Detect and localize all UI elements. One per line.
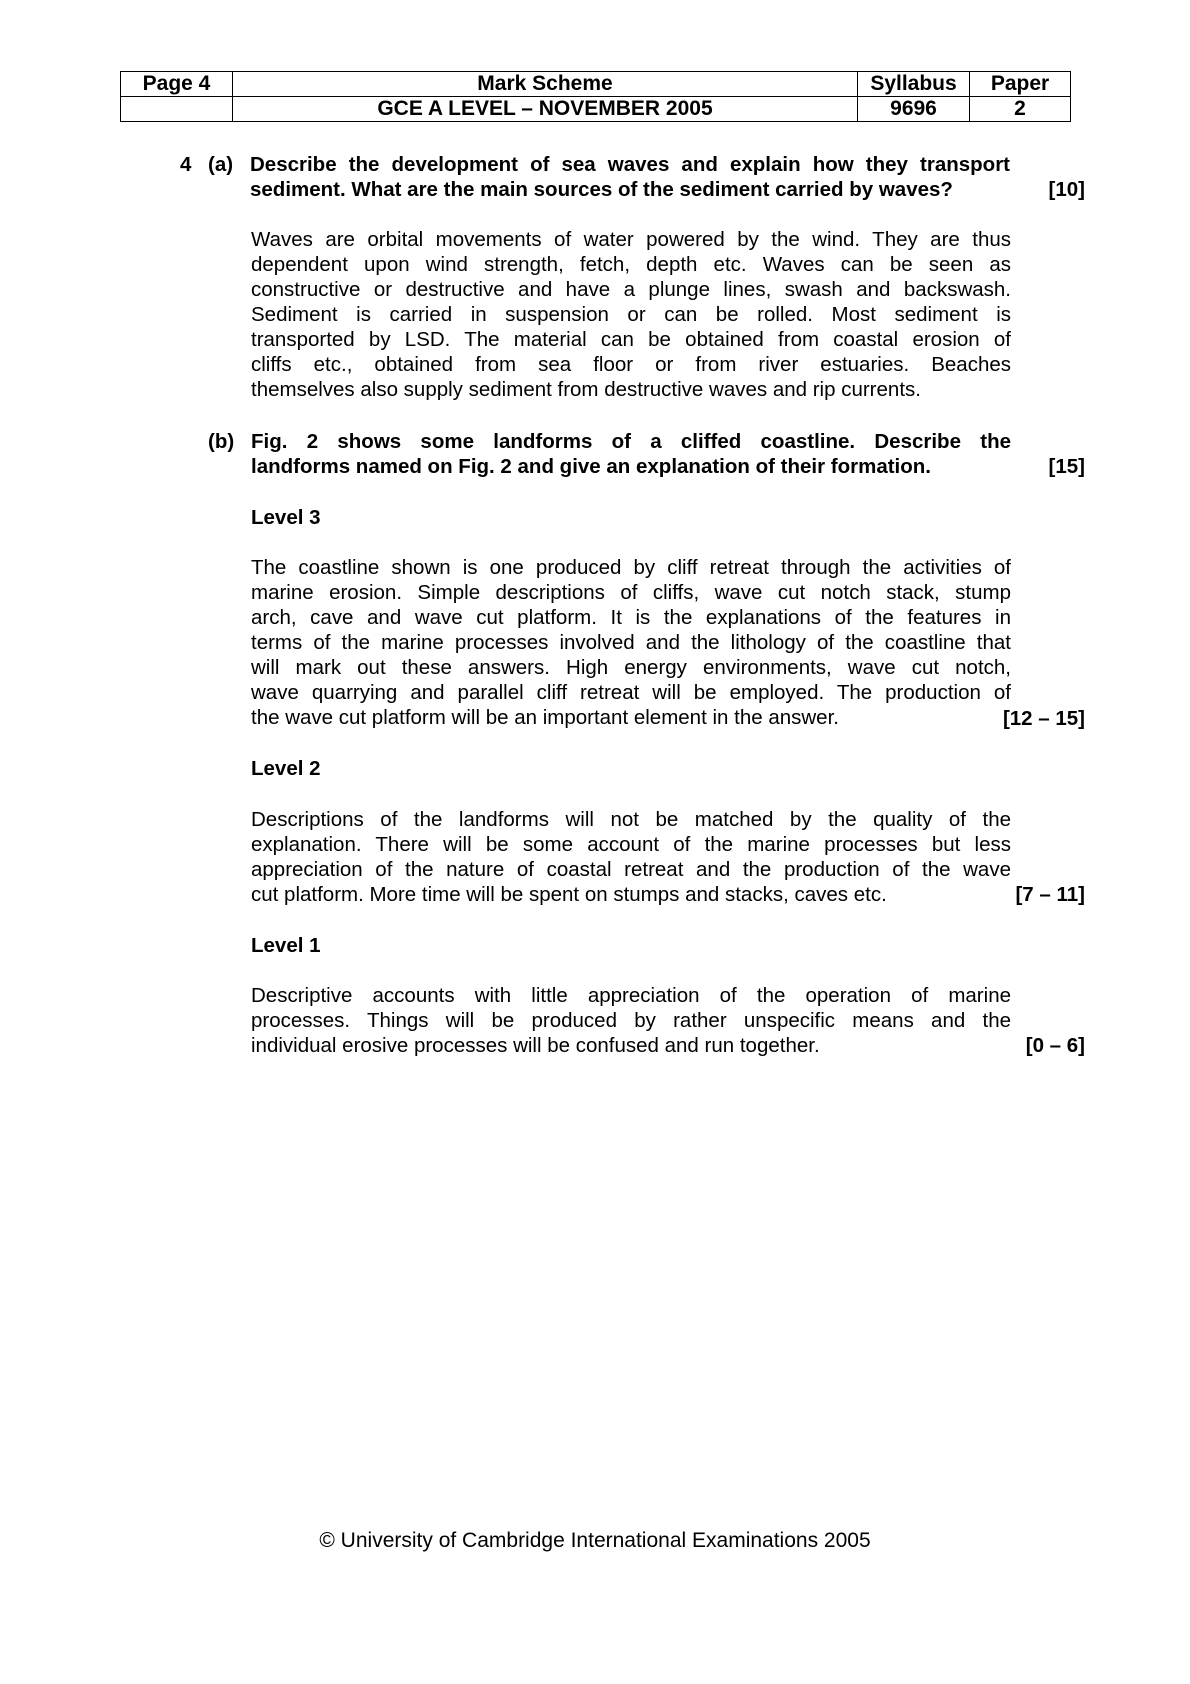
header-table (120, 71, 1071, 122)
answer-line: constructive or destructive and have a plunge lines, swash and backswash. (251, 278, 1011, 301)
exam-name: GCE A LEVEL – NOVEMBER 2005 (233, 97, 858, 122)
answer-line: Waves are orbital movements of water powered by the wind. They are thus (251, 228, 1011, 251)
level-3-marks: [12 – 15] (1002, 707, 1085, 730)
syllabus-label: Syllabus (858, 72, 970, 97)
level-line: individual erosive processes will be confused and run together. (251, 1034, 820, 1057)
level-line: wave quarrying and parallel cliff retreat will be employed. The production of (251, 681, 1011, 704)
copyright-footer: © University of Cambridge International Examinations 2005 (319, 1529, 871, 1552)
level-line: explanation. There will be some account of the marine processes but less (251, 833, 1011, 856)
paper-number: 2 (970, 97, 1071, 122)
answer-line: dependent upon wind strength, fetch, depth etc. Waves can be seen as (251, 253, 1011, 276)
level-1-heading: Level 1 (251, 934, 321, 957)
part-b-question-line: Fig. 2 shows some landforms of a cliffed coastline. Describe the (251, 430, 1011, 453)
level-2-marks: [7 – 11] (1015, 883, 1085, 906)
level-line: the wave cut platform will be an important element in the answer. (251, 706, 839, 729)
level-line: appreciation of the nature of coastal retreat and the production of the wave (251, 858, 1011, 881)
level-line: will mark out these answers. High energy environments, wave cut notch, (251, 656, 1011, 679)
part-b-marks: [15] (1048, 455, 1085, 478)
level-line: Descriptions of the landforms will not be matched by the quality of the (251, 808, 1011, 831)
answer-line: cliffs etc., obtained from sea floor or from river estuaries. Beaches (251, 353, 1011, 376)
part-a-marks: [10] (1048, 178, 1085, 201)
level-line: The coastline shown is one produced by cliff retreat through the activities of (251, 556, 1011, 579)
part-a-question (250, 152, 1010, 202)
level-line: cut platform. More time will be spent on stumps and stacks, caves etc. (251, 883, 887, 906)
document-title: Mark Scheme (233, 72, 858, 97)
page-number: Page 4 (121, 72, 233, 97)
part-b-question-line: landforms named on Fig. 2 and give an explanation of their formation. (251, 455, 931, 478)
level-line: arch, cave and wave cut platform. It is the explanations of the features in (251, 606, 1011, 629)
level-1-marks: [0 – 6] (1025, 1034, 1085, 1057)
part-b-question (251, 429, 1011, 479)
header-row-1 (121, 72, 1071, 97)
syllabus-code: 9696 (858, 97, 970, 122)
part-a-question-line: Describe the development of sea waves and explain how they transport (250, 153, 1010, 176)
question-number: 4 (180, 153, 192, 176)
level-1-text (251, 983, 1011, 1058)
answer-line: themselves also supply sediment from destructive waves and rip currents. (251, 378, 921, 401)
level-line: processes. Things will be produced by rather unspecific means and the (251, 1009, 1011, 1032)
level-2-heading: Level 2 (251, 757, 321, 780)
part-a-answer (251, 227, 1011, 402)
level-line: marine erosion. Simple descriptions of cliffs, wave cut notch stack, stump (251, 581, 1011, 604)
answer-line: transported by LSD. The material can be obtained from coastal erosion of (251, 328, 1011, 351)
level-3-heading: Level 3 (251, 506, 321, 529)
part-a-label: (a) (208, 153, 234, 176)
level-line: Descriptive accounts with little appreciation of the operation of marine (251, 984, 1011, 1007)
level-3-text (251, 555, 1011, 730)
part-a-question-line: sediment. What are the main sources of the sediment carried by waves? (250, 178, 953, 201)
answer-line: Sediment is carried in suspension or can be rolled. Most sediment is (251, 303, 1011, 326)
part-b-label: (b) (208, 430, 235, 453)
empty-cell (121, 97, 233, 122)
level-line: terms of the marine processes involved and the lithology of the coastline that (251, 631, 1011, 654)
level-2-text (251, 807, 1011, 907)
paper-label: Paper (970, 72, 1071, 97)
header-row-2 (121, 97, 1071, 122)
